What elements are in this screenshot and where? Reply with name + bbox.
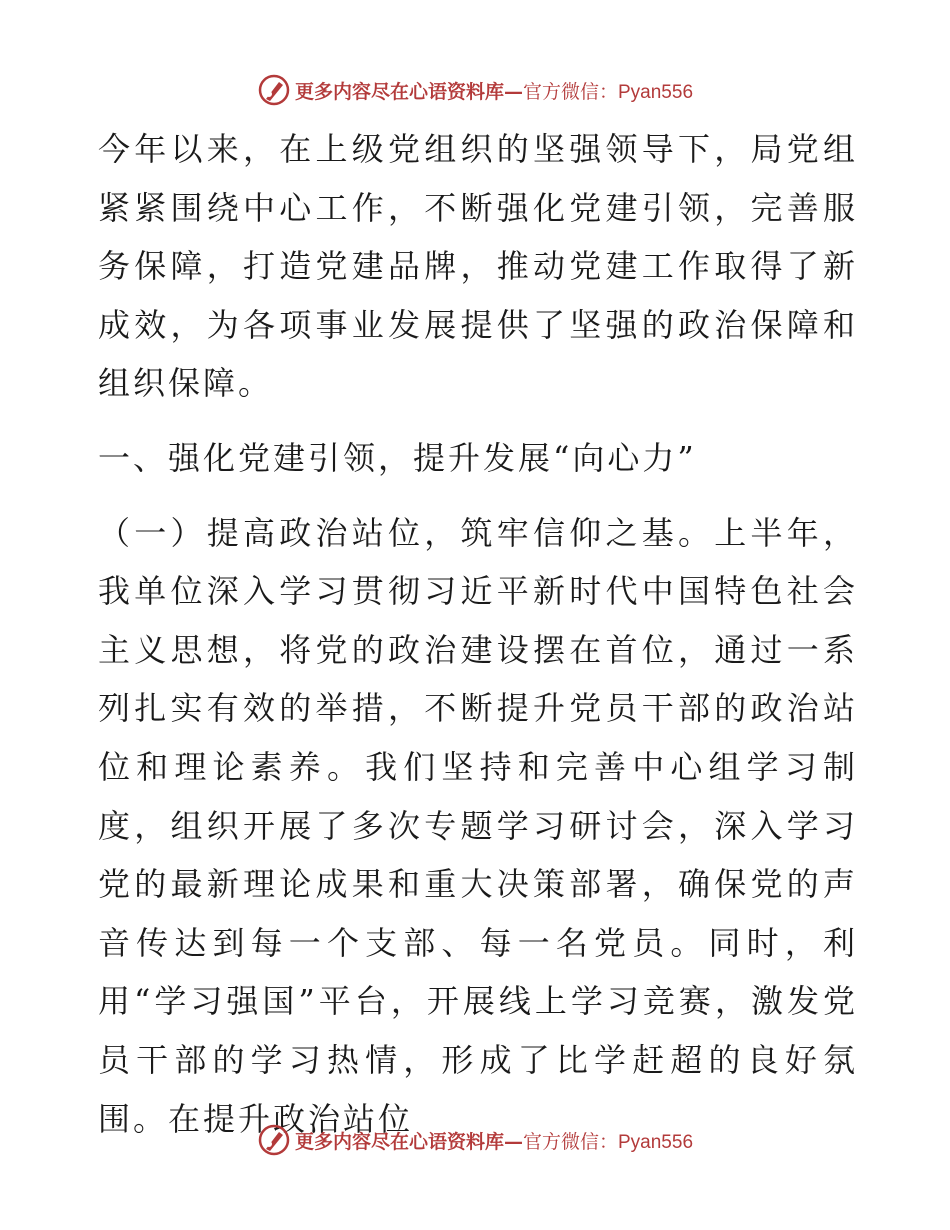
watermark-text: 更多内容尽在心语资料库—官方微信：Pyan556 xyxy=(294,1130,694,1153)
watermark-contact: 官方微信：Pyan556 xyxy=(523,1131,694,1153)
header-watermark-banner xyxy=(0,70,950,110)
document-body xyxy=(98,120,858,1148)
footer-watermark-banner xyxy=(0,1120,950,1160)
pen-logo-icon xyxy=(257,73,291,107)
subsection-paragraph: （一）提高政治站位，筑牢信仰之基。上半年，我单位深入学习贯彻习近平新时代中国特色社会主义思想，将党的政治建设摆在首位，通过一系列扎实有效的举措，不断提升党员干部的政治站位和理论素养。我们坚持和完善中心组学习制度，组织开展了多次专题学习研讨会，深入学习党的最新理论成果和重大决策部署，确保党的声音传达到每一个支部、每一名党员。同时，利用“学习强国”平台，开展线上学习竞赛，激发党员干部的学习热情，形成了比学赶超的良好氛围。在提升政治站位 xyxy=(98,513,858,1138)
watermark-text: 更多内容尽在心语资料库—官方微信：Pyan556 xyxy=(294,80,694,103)
watermark-contact: 官方微信：Pyan556 xyxy=(523,81,694,103)
pen-logo-icon xyxy=(257,1123,291,1157)
intro-paragraph: 今年以来，在上级党组织的坚强领导下，局党组紧紧围绕中心工作，不断强化党建引领，完善服务保障，打造党建品牌，推动党建工作取得了新成效，为各项事业发展提供了坚强的政治保障和组织保障。 xyxy=(98,130,858,403)
section-heading: 一、强化党建引领，提升发展“向心力” xyxy=(98,438,697,477)
